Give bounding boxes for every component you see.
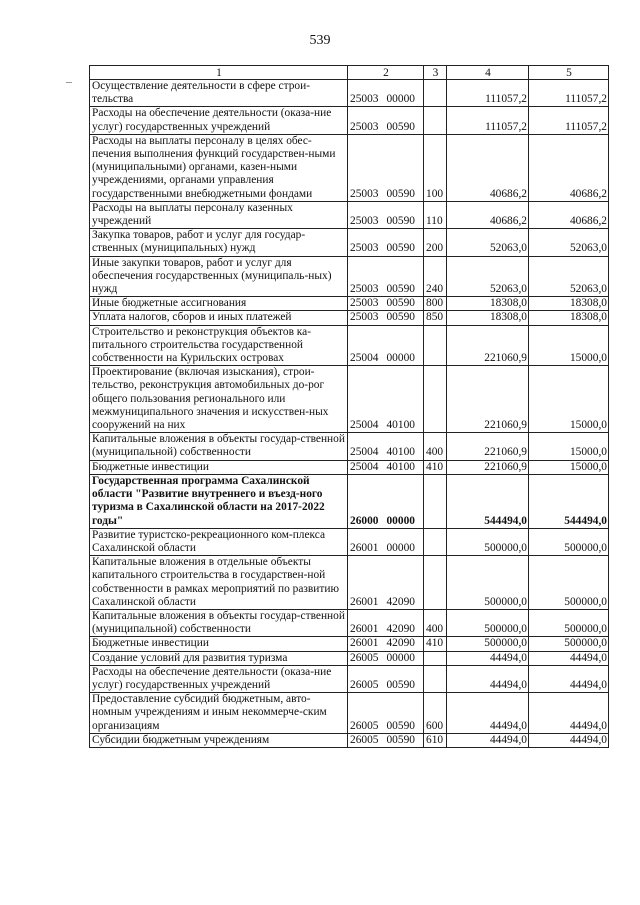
row-target-code [348, 433, 424, 460]
row-name: Государственная программа Сахалинской области "Развитие внутреннего и въезд-ного туризма в Сахалинской области на 2017-2022 годы" [90, 474, 348, 528]
row-value-2020: 111057,2 [447, 107, 529, 134]
code-program: 25003 [350, 93, 379, 106]
row-value-2021: 500000,0 [529, 556, 609, 610]
row-value-2020: 500000,0 [447, 609, 529, 636]
code-program: 25003 [350, 297, 379, 310]
row-value-2021: 44494,0 [529, 733, 609, 747]
row-value-2020: 44494,0 [447, 733, 529, 747]
table-row [90, 733, 609, 747]
table-row [90, 609, 609, 636]
code-program: 26000 [350, 514, 379, 527]
row-target-code [348, 474, 424, 528]
row-target-code [348, 366, 424, 433]
row-expense-type [424, 665, 447, 692]
table-row [90, 474, 609, 528]
row-value-2020: 221060,9 [447, 325, 529, 366]
row-value-2020: 44494,0 [447, 693, 529, 734]
row-value-2021: 52063,0 [529, 256, 609, 297]
column-header-2: 2 [348, 66, 424, 80]
code-direction: 00590 [386, 311, 415, 324]
row-name: Предоставление субсидий бюджетным, авто-номным учреждениям и иным некоммерче-ским организациям [90, 693, 348, 734]
row-target-code [348, 201, 424, 228]
code-program: 26005 [350, 719, 379, 732]
code-direction: 00000 [386, 541, 415, 554]
table-row [90, 201, 609, 228]
code-direction: 00590 [386, 678, 415, 691]
table-row [90, 460, 609, 474]
row-target-code [348, 637, 424, 651]
row-target-code [348, 733, 424, 747]
table-row [90, 107, 609, 134]
row-value-2020: 221060,9 [447, 460, 529, 474]
budget-table [89, 65, 609, 748]
row-name: Капитальные вложения в отдельные объекты капитального строительства в государствен-ной собственности в рамках мероприятий по развитию Сахалинской области [90, 556, 348, 610]
code-direction: 00590 [386, 187, 415, 200]
row-value-2020: 18308,0 [447, 311, 529, 325]
table-row [90, 665, 609, 692]
code-program: 25004 [350, 352, 379, 365]
table-row [90, 366, 609, 433]
code-program: 25003 [350, 215, 379, 228]
row-name: Проектирование (включая изыскания), строи-тельство, реконструкция автомобильных до-рог общего пользования регионального или межмуниципального значения и искусствен-ных сооружений на них [90, 366, 348, 433]
row-value-2020: 18308,0 [447, 297, 529, 311]
code-direction: 42090 [386, 623, 415, 636]
code-direction: 00590 [386, 733, 415, 746]
row-name: Бюджетные инвестиции [90, 460, 348, 474]
row-value-2021: 544494,0 [529, 474, 609, 528]
row-value-2020: 500000,0 [447, 556, 529, 610]
row-name: Закупка товаров, работ и услуг для государ-ственных (муниципальных) нужд [90, 229, 348, 256]
code-program: 25003 [350, 187, 379, 200]
row-expense-type [424, 474, 447, 528]
code-direction: 40100 [386, 446, 415, 459]
row-value-2020: 44494,0 [447, 651, 529, 665]
row-target-code [348, 665, 424, 692]
code-direction: 00590 [386, 719, 415, 732]
row-expense-type [424, 528, 447, 555]
row-expense-type: 800 [424, 297, 447, 311]
table-row [90, 311, 609, 325]
row-value-2021: 15000,0 [529, 433, 609, 460]
row-value-2021: 44494,0 [529, 665, 609, 692]
table-row [90, 325, 609, 366]
row-name: Иные бюджетные ассигнования [90, 297, 348, 311]
page-number: 539 [309, 33, 331, 48]
code-direction: 00590 [386, 297, 415, 310]
row-target-code [348, 80, 424, 107]
row-value-2021: 15000,0 [529, 460, 609, 474]
row-expense-type [424, 325, 447, 366]
code-program: 26005 [350, 678, 379, 691]
row-name: Создание условий для развития туризма [90, 651, 348, 665]
row-target-code [348, 256, 424, 297]
row-expense-type [424, 651, 447, 665]
row-expense-type: 600 [424, 693, 447, 734]
code-direction: 40100 [386, 419, 415, 432]
row-name: Расходы на выплаты персоналу казенных учреждений [90, 201, 348, 228]
row-target-code [348, 556, 424, 610]
row-target-code [348, 297, 424, 311]
row-expense-type: 410 [424, 637, 447, 651]
row-value-2021: 18308,0 [529, 297, 609, 311]
row-target-code [348, 528, 424, 555]
margin-mark [66, 82, 72, 83]
row-target-code [348, 134, 424, 201]
row-target-code [348, 107, 424, 134]
row-target-code [348, 609, 424, 636]
table-row [90, 433, 609, 460]
column-header-4: 4 [447, 66, 529, 80]
column-header-1: 1 [90, 66, 348, 80]
code-program: 25004 [350, 446, 379, 459]
row-expense-type: 100 [424, 134, 447, 201]
row-value-2021: 40686,2 [529, 201, 609, 228]
row-expense-type: 610 [424, 733, 447, 747]
table-row [90, 80, 609, 107]
column-header-5: 5 [529, 66, 609, 80]
row-name: Уплата налогов, сборов и иных платежей [90, 311, 348, 325]
code-program: 25004 [350, 460, 379, 473]
row-value-2020: 111057,2 [447, 80, 529, 107]
row-target-code [348, 693, 424, 734]
table-row [90, 693, 609, 734]
row-name: Бюджетные инвестиции [90, 637, 348, 651]
table-body [90, 80, 609, 748]
table-row [90, 229, 609, 256]
code-direction: 00000 [386, 514, 415, 527]
table-row [90, 297, 609, 311]
code-program: 25004 [350, 419, 379, 432]
row-name: Капитальные вложения в объекты государ-ственной (муниципальной) собственности [90, 609, 348, 636]
table-row [90, 556, 609, 610]
code-direction: 40100 [386, 460, 415, 473]
code-program: 26001 [350, 637, 379, 650]
row-name: Расходы на обеспечение деятельности (оказа-ние услуг) государственных учреждений [90, 107, 348, 134]
row-name: Расходы на обеспечение деятельности (оказа-ние услуг) государственных учреждений [90, 665, 348, 692]
row-expense-type: 410 [424, 460, 447, 474]
code-program: 25003 [350, 283, 379, 296]
code-direction: 00000 [386, 93, 415, 106]
row-value-2021: 44494,0 [529, 651, 609, 665]
row-expense-type: 400 [424, 609, 447, 636]
row-value-2021: 15000,0 [529, 366, 609, 433]
code-direction: 00590 [386, 283, 415, 296]
row-value-2021: 40686,2 [529, 134, 609, 201]
row-name: Капитальные вложения в объекты государ-ственной (муниципальной) собственности [90, 433, 348, 460]
row-target-code [348, 651, 424, 665]
row-expense-type [424, 80, 447, 107]
row-name: Развитие туристско-рекреационного ком-плекса Сахалинской области [90, 528, 348, 555]
code-direction: 00590 [386, 242, 415, 255]
row-value-2020: 221060,9 [447, 366, 529, 433]
code-program: 26001 [350, 623, 379, 636]
code-direction: 42090 [386, 595, 415, 608]
row-expense-type: 240 [424, 256, 447, 297]
code-direction: 00000 [386, 352, 415, 365]
row-expense-type [424, 107, 447, 134]
code-direction: 42090 [386, 637, 415, 650]
row-value-2021: 15000,0 [529, 325, 609, 366]
code-direction: 00000 [386, 651, 415, 664]
table-row [90, 651, 609, 665]
row-value-2020: 40686,2 [447, 201, 529, 228]
column-header-3: 3 [424, 66, 447, 80]
row-value-2021: 111057,2 [529, 80, 609, 107]
row-target-code [348, 460, 424, 474]
row-value-2021: 500000,0 [529, 609, 609, 636]
row-value-2021: 52063,0 [529, 229, 609, 256]
row-value-2020: 544494,0 [447, 474, 529, 528]
row-expense-type: 850 [424, 311, 447, 325]
code-direction: 00590 [386, 215, 415, 228]
row-value-2020: 500000,0 [447, 637, 529, 651]
code-program: 25003 [350, 242, 379, 255]
row-expense-type: 400 [424, 433, 447, 460]
code-direction: 00590 [386, 120, 415, 133]
code-program: 26001 [350, 541, 379, 554]
code-program: 25003 [350, 311, 379, 324]
row-value-2021: 500000,0 [529, 637, 609, 651]
row-value-2021: 18308,0 [529, 311, 609, 325]
row-expense-type [424, 366, 447, 433]
table-row [90, 134, 609, 201]
row-target-code [348, 229, 424, 256]
row-name: Расходы на выплаты персоналу в целях обес-печения выполнения функций государствен-ными (муниципальными) органами, казен-ными учреждениями, органами управления государственными внебюджетными фондами [90, 134, 348, 201]
row-expense-type: 110 [424, 201, 447, 228]
row-name: Строительство и реконструкция объектов ка-питального строительства государственной собственности на Курильских островах [90, 325, 348, 366]
code-program: 26001 [350, 595, 379, 608]
row-expense-type [424, 556, 447, 610]
row-value-2021: 111057,2 [529, 107, 609, 134]
row-value-2020: 40686,2 [447, 134, 529, 201]
row-target-code [348, 311, 424, 325]
row-name: Субсидии бюджетным учреждениям [90, 733, 348, 747]
row-value-2020: 52063,0 [447, 256, 529, 297]
row-value-2020: 52063,0 [447, 229, 529, 256]
code-program: 26005 [350, 651, 379, 664]
row-expense-type: 200 [424, 229, 447, 256]
row-value-2020: 221060,9 [447, 433, 529, 460]
row-value-2020: 500000,0 [447, 528, 529, 555]
code-program: 25003 [350, 120, 379, 133]
table-header-row [90, 66, 609, 80]
table-row [90, 256, 609, 297]
row-name: Иные закупки товаров, работ и услуг для обеспечения государственных (муниципаль-ных) нужд [90, 256, 348, 297]
table-row [90, 528, 609, 555]
row-value-2020: 44494,0 [447, 665, 529, 692]
row-value-2021: 500000,0 [529, 528, 609, 555]
code-program: 26005 [350, 733, 379, 746]
row-value-2021: 44494,0 [529, 693, 609, 734]
row-name: Осуществление деятельности в сфере строи-тельства [90, 80, 348, 107]
table-row [90, 637, 609, 651]
row-target-code [348, 325, 424, 366]
